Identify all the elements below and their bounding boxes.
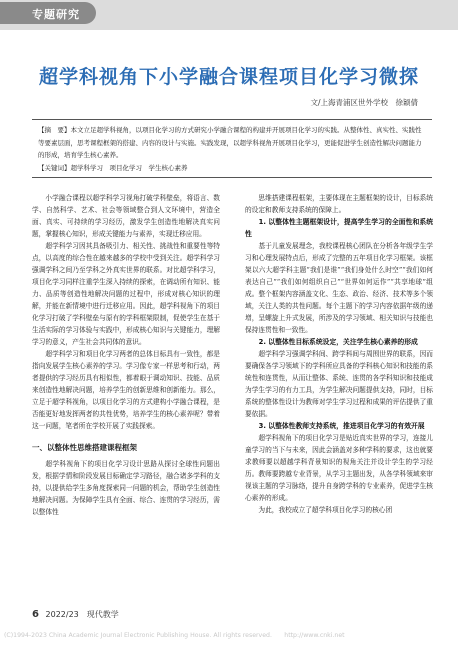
paragraph: 超学科学习和项目化学习两者的总体目标具有一致性，都是指向发展学生核心素养的学习。学习像专家一样思考和行动，两者提供的学习经历具有相似性，都着眼于调动知识、技能、品质来创造性地解决问题，培养学生的创新思维和创新能力。那么，立足于超学科视角，以项目化学习的方式建构小学融合课程，是否能更好地发挥两者的共性优势，培养学生的核心素养呢？带着这一问题，笔者所在学校开展了实践探索。 [32,350,220,430]
paragraph: 思维搭建课程框架，主要体现在主题框架的设计，目标系统的设定和教师支持系统的保障上。 [245,194,433,214]
article-title: 超学科视角下小学融合课程项目化学习微探 [38,66,419,88]
paragraph: 为此，我校成立了超学科项目化学习的核心团 [258,506,393,514]
subsection-heading: 3. 以整体性教师支持系统，推进项目化学习的有效开展 [258,422,425,430]
paragraph: 基于儿童发展理念，我校课程核心团队在分析各年级学生学习和心理发展特点后，形成了完整的五年项目化学习框架。该框架以六大超学科主题“我们是谁”“我们身处什么时空”“我们如何表达自己”“我们如何组织自己”“世界如何运作”“共享地球”组成。整个框架内容涵盖文化、生态、政治、经济、技术等多个领域，关注人类的共性问题。每个主题下的学习内容依据年级的递增，呈螺旋上升式发展，所涉及的学习领域、相关知识与技能也保持连贯性和一致性。 [245,242,433,334]
keywords-line: 【关键词】超学科学习 项目化学习 学生核心素养 [38,163,188,172]
journal-issue: 2022/23 现代教学 [45,610,119,619]
paragraph: 小学融合课程以超学科学习视角打破学科壁垒，将语言、数学、自然科学、艺术、社会等领域整合到人文环境中，营造全面、真实、可持续的学习经历，激发学生创造性地解决真实问题，掌握核心知识，形成关键能力与素养，实现迁移应用。 [32,194,220,238]
abstract-text: 【摘 要】本文立足超学科视角，以项目化学习的方式研究小学融合课程的构建并开展项目化学习的实践。从整体性、真实性、实践性等要素层面，思考课程框架的搭建、内容的设计与实施。实践发现，以超学科视角开展项目化学习，更能促进学生创造性解决问题能力的形成，培育学生核心素养。 [38,126,422,159]
subsection-heading: 2. 以整体性目标系统设定，关注学生核心素养的形成 [258,338,418,346]
page-footer [32,609,119,620]
paragraph: 超学科学习强调学科间、跨学科间与周围世界的联系，因而要确保各学习领域下的学科所应具备的学科核心知识和技能的系统性和连贯性，从而让整体、系统、连贯的各学科知识和技能成为学生学习的有力工具，为学生解决问题提供支持，同时，目标系统的整体性设计为教师对学生学习过程和成果的评估提供了重要依据。 [245,350,433,418]
copyright-watermark: (C)1994-2023 China Academic Journal Electronic Publishing House. All rights reserved. http://www.cnki.net [4,632,345,639]
subsection-heading: 1. 以整体性主题框架设计，提高学生学习的全面性和系统性 [245,218,433,238]
right-column [245,192,433,516]
abstract-box [32,119,432,178]
paragraph: 超学科视角下的项目化学习设计思路从探讨全球性问题出发，根据学情和阶段发展目标确定学习路径，融合诸多学科的支持，以提供给学生多角度探索同一问题的机会，帮助学生创造性地解决问题。为保障学生具有全面、综合、连贯的学习经历，需以整体性 [32,460,220,516]
left-column [32,192,220,518]
paragraph: 超学科视角下的项目化学习是贴近真实世界的学习，连接儿童学习的当下与未来，因此会涵盖对多种学科的要求，这也就要求教师要以超越学科背景知识的视角关注并设计学生的学习经历。教师要跨越专业背景，从学习主题出发，从各学科领域来审视该主题的学习脉络，提升自身跨学科的专业素养，促进学生核心素养的形成。 [245,434,433,502]
paragraph: 超学科学习因其具备吸引力、相关性、挑战性和重要性等特点，以高度的综合性在越来越多的学校中受到关注。超学科学习强调学科之间乃至学科之外真实世界的联系。对比超学科学习，项目化学习同样注重学生深入持续的探索，在调动所有知识、能力、品质等创造性地解决问题的过程中，形成对核心知识的理解，并能在新情境中进行迁移应用。因此，超学科视角下的项目化学习打破了学科壁垒与原有的学科框架限制，促使学生在基于生活实际的学习体验与实践中，形成核心知识与关键能力，理解学习的意义，产生社会共同体的意识。 [32,242,220,346]
section-tag [0,2,96,24]
section-tag-label: 专题研究 [32,8,80,21]
author-line: 文/上海青浦区世外学校 徐颖倩 [310,98,418,107]
page-number: 6 [32,609,39,620]
section-heading: 一、以整体性思维搭建课程框架 [32,443,137,452]
